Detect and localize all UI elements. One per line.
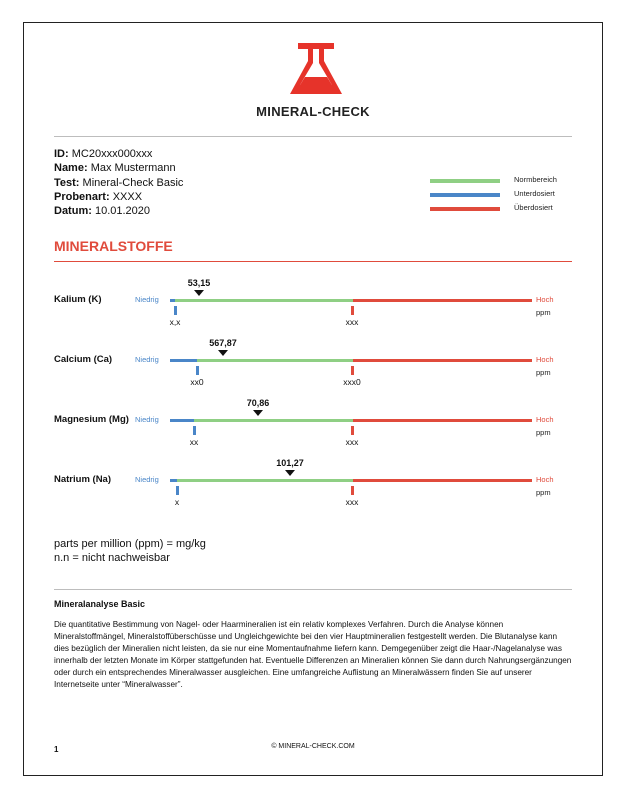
high-threshold-tick <box>351 366 354 375</box>
legend-label: Überdosiert <box>514 203 553 212</box>
measured-value: 101,27 <box>276 458 304 468</box>
footer-copyright: © MINERAL-CHECK.COM <box>271 743 355 750</box>
low-label: Niedrig <box>135 295 159 304</box>
legend-swatch <box>430 179 500 183</box>
value-marker-icon <box>253 410 263 416</box>
id-value: MC20xxx000xxx <box>71 148 153 160</box>
probe-value: XXXX <box>112 190 143 203</box>
high-label: Hoch <box>536 355 554 364</box>
overdose-bar <box>353 479 532 482</box>
report-page <box>23 22 603 776</box>
underdose-bar <box>170 359 197 362</box>
measured-value: 567,87 <box>209 338 237 348</box>
low-label: Niedrig <box>135 415 159 424</box>
mineral-name: Kalium (K) <box>54 294 102 305</box>
mineral-row-natrium <box>24 456 602 516</box>
value-marker-icon <box>218 350 228 356</box>
note-nn: n.n = nicht nachweisbar <box>54 551 170 564</box>
brand-name: MINERAL-CHECK <box>256 104 370 119</box>
unit-label: ppm <box>536 488 551 497</box>
overdose-bar <box>353 299 532 302</box>
unit-notes <box>54 538 206 565</box>
analysis-body: Die quantitative Bestimmung von Nagel- oder Haarmineralien ist ein relativ komplexes Verfahren. Durch die Analyse können Mineralstoffmängel, Mineralstoffüberschüsse und Ungleichgewichte bei den vier Hauptmineralien festgestellt werden. Die Blutanalyse kann dies bezüglich der Mineralien nicht leisten, da sie nur eine Momentaufnahme liefern kann. Demgegenüber zeigt die Haar-/Nagelanalyse was innerhalb der letzten Monate im Körper stattgefunden hat. Eventuelle Differenzen an Mineralien können Sie dann durch Nahrungsergänzungen oder durch ein entsprechendes Mineralwasser ausgleichen. Eine umfangreiche Auflistung an Mineralwässern finden Sie auf unserer Internetseite unter “Mineralwasser”. <box>54 620 572 689</box>
high-threshold-label: xxx <box>345 497 359 507</box>
section-title: MINERALSTOFFE <box>54 238 173 254</box>
patient-info <box>54 147 183 218</box>
low-threshold-label: x <box>174 497 180 507</box>
name-label: Name: <box>54 162 88 175</box>
high-label: Hoch <box>536 295 554 304</box>
measured-value: 70,86 <box>246 398 270 408</box>
mineral-name: Calcium (Ca) <box>54 354 113 365</box>
unit-label: ppm <box>536 308 551 317</box>
legend-swatch <box>430 193 500 197</box>
mineral-name: Natrium (Na) <box>54 474 112 485</box>
unit-label: ppm <box>536 368 551 377</box>
measured-value: 53,15 <box>187 278 211 288</box>
flask-logo-icon <box>286 41 346 96</box>
id-label: ID: <box>54 148 69 160</box>
low-threshold-label: x,x <box>169 317 181 327</box>
high-threshold-tick <box>351 306 354 315</box>
mineral-name: Magnesium (Mg) <box>54 414 129 425</box>
low-label: Niedrig <box>135 475 159 484</box>
probe-label: Probenart: <box>54 190 110 203</box>
low-threshold-tick <box>176 486 179 495</box>
high-threshold-label: xxx <box>345 317 359 327</box>
divider <box>54 589 572 590</box>
legend-swatch <box>430 207 500 211</box>
high-threshold-tick <box>351 426 354 435</box>
high-label: Hoch <box>536 475 554 484</box>
normal-range-bar <box>175 299 353 302</box>
divider <box>54 136 572 137</box>
low-label: Niedrig <box>135 355 159 364</box>
underdose-bar <box>170 479 177 482</box>
mineral-row-calcium <box>24 336 602 396</box>
underdose-bar <box>170 419 194 422</box>
value-marker-icon <box>194 290 204 296</box>
low-threshold-tick <box>196 366 199 375</box>
low-threshold-tick <box>193 426 196 435</box>
datum-label: Datum: <box>54 205 92 218</box>
low-threshold-label: xx0 <box>190 377 204 387</box>
high-label: Hoch <box>536 415 554 424</box>
overdose-bar <box>353 359 532 362</box>
high-threshold-tick <box>351 486 354 495</box>
page-number: 1 <box>54 745 59 754</box>
legend-label: Unterdosiert <box>514 189 555 198</box>
high-threshold-label: xxx <box>345 437 359 447</box>
value-marker-icon <box>285 470 295 476</box>
unit-label: ppm <box>536 428 551 437</box>
overdose-bar <box>353 419 532 422</box>
section-divider <box>54 261 572 262</box>
note-ppm: parts per million (ppm) = mg/kg <box>54 538 206 550</box>
mineral-row-magnesium <box>24 396 602 456</box>
name-value: Max Mustermann <box>90 162 176 175</box>
high-threshold-label: xxx0 <box>343 377 361 387</box>
datum-value: 10.01.2020 <box>94 205 151 218</box>
test-label: Test: <box>54 176 80 189</box>
legend-label: Normbereich <box>514 175 557 184</box>
mineral-row-kalium <box>24 276 602 336</box>
test-value: Mineral-Check Basic <box>82 176 184 189</box>
low-threshold-label: xx <box>189 437 199 447</box>
normal-range-bar <box>194 419 353 422</box>
normal-range-bar <box>177 479 353 482</box>
normal-range-bar <box>197 359 353 362</box>
low-threshold-tick <box>174 306 177 315</box>
analysis-title: Mineralanalyse Basic <box>54 599 146 609</box>
